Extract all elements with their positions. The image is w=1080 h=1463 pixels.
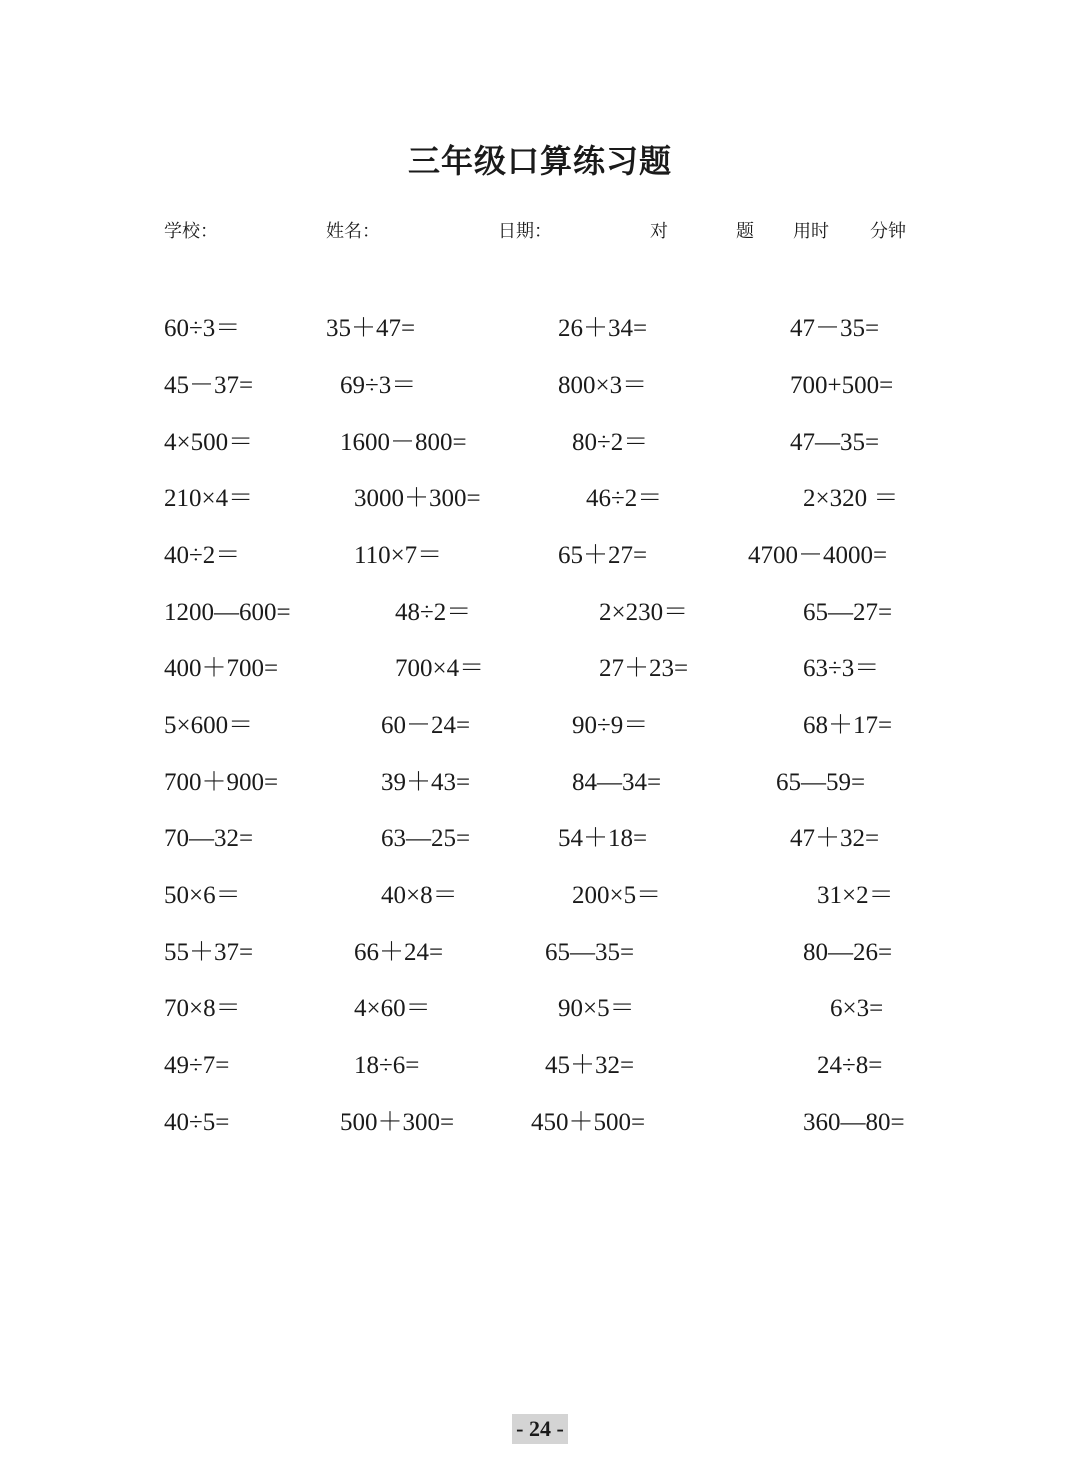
problem: 65—59= (776, 769, 866, 796)
problem: 60÷3＝ (164, 315, 241, 342)
problem: 49÷7= (164, 1052, 230, 1079)
problem: 80—26= (803, 939, 893, 966)
problem: 4700－4000= (748, 542, 888, 569)
problem: 210×4＝ (164, 485, 254, 512)
problem: 46÷2＝ (586, 485, 663, 512)
problem: 40÷5= (164, 1109, 230, 1136)
problem: 400＋700= (164, 655, 279, 682)
problem: 450＋500= (531, 1109, 646, 1136)
problem: 700+500= (790, 372, 894, 399)
problem: 45＋32= (545, 1052, 635, 1079)
problem: 65＋27= (558, 542, 648, 569)
problem: 39＋43= (381, 769, 471, 796)
problem: 47－35= (790, 315, 880, 342)
problem: 5×600＝ (164, 712, 254, 739)
problem: 110×7＝ (354, 542, 443, 569)
problem: 200×5＝ (572, 882, 662, 909)
problem: 40÷2＝ (164, 542, 241, 569)
problem: 31×2＝ (817, 882, 894, 909)
problem: 63—25= (381, 825, 471, 852)
problem: 68＋17= (803, 712, 893, 739)
problem: 70—32= (164, 825, 254, 852)
problem: 4×60＝ (354, 995, 431, 1022)
problem: 40×8＝ (381, 882, 458, 909)
problem: 4×500＝ (164, 429, 254, 456)
problem: 65—27= (803, 599, 893, 626)
problem: 700＋900= (164, 769, 279, 796)
problem: 1600－800= (340, 429, 467, 456)
problem: 360—80= (803, 1109, 905, 1136)
problem: 84—34= (572, 769, 662, 796)
minutes-label: 分钟 (870, 221, 906, 242)
problem: 70×8＝ (164, 995, 241, 1022)
problem: 800×3＝ (558, 372, 648, 399)
problem: 700×4＝ (395, 655, 485, 682)
problem: 50×6＝ (164, 882, 241, 909)
page-title: 三年级口算练习题 (407, 142, 672, 180)
problem: 27＋23= (599, 655, 689, 682)
time-used-label: 用时 (793, 221, 829, 242)
problem: 3000＋300= (354, 485, 481, 512)
problem: 1200—600= (164, 599, 291, 626)
problem: 6×3= (830, 995, 884, 1022)
school-field-label: 学校： (164, 221, 218, 242)
name-field-label: 姓名： (326, 221, 380, 242)
problem: 2×320 ＝ (803, 485, 899, 512)
problem: 500＋300= (340, 1109, 455, 1136)
problem: 55＋37= (164, 939, 254, 966)
problem: 47—35= (790, 429, 880, 456)
problem: 26＋34= (558, 315, 648, 342)
problem: 90÷9＝ (572, 712, 649, 739)
problem: 24÷8= (817, 1052, 883, 1079)
problem: 47＋32= (790, 825, 880, 852)
page-number: - 24 - (512, 1414, 568, 1444)
problem: 63÷3＝ (803, 655, 880, 682)
correct-count-label: 对 (650, 221, 668, 242)
question-count-label: 题 (736, 221, 754, 242)
problem: 48÷2＝ (395, 599, 472, 626)
problem: 66＋24= (354, 939, 444, 966)
problem: 2×230＝ (599, 599, 689, 626)
problem: 54＋18= (558, 825, 648, 852)
problem: 69÷3＝ (340, 372, 417, 399)
problem: 90×5＝ (558, 995, 635, 1022)
date-field-label: 日期： (498, 221, 552, 242)
problem: 60－24= (381, 712, 471, 739)
problem: 45－37= (164, 372, 254, 399)
problem: 35＋47= (326, 315, 416, 342)
problem: 65—35= (545, 939, 635, 966)
problem: 80÷2＝ (572, 429, 649, 456)
problem: 18÷6= (354, 1052, 420, 1079)
